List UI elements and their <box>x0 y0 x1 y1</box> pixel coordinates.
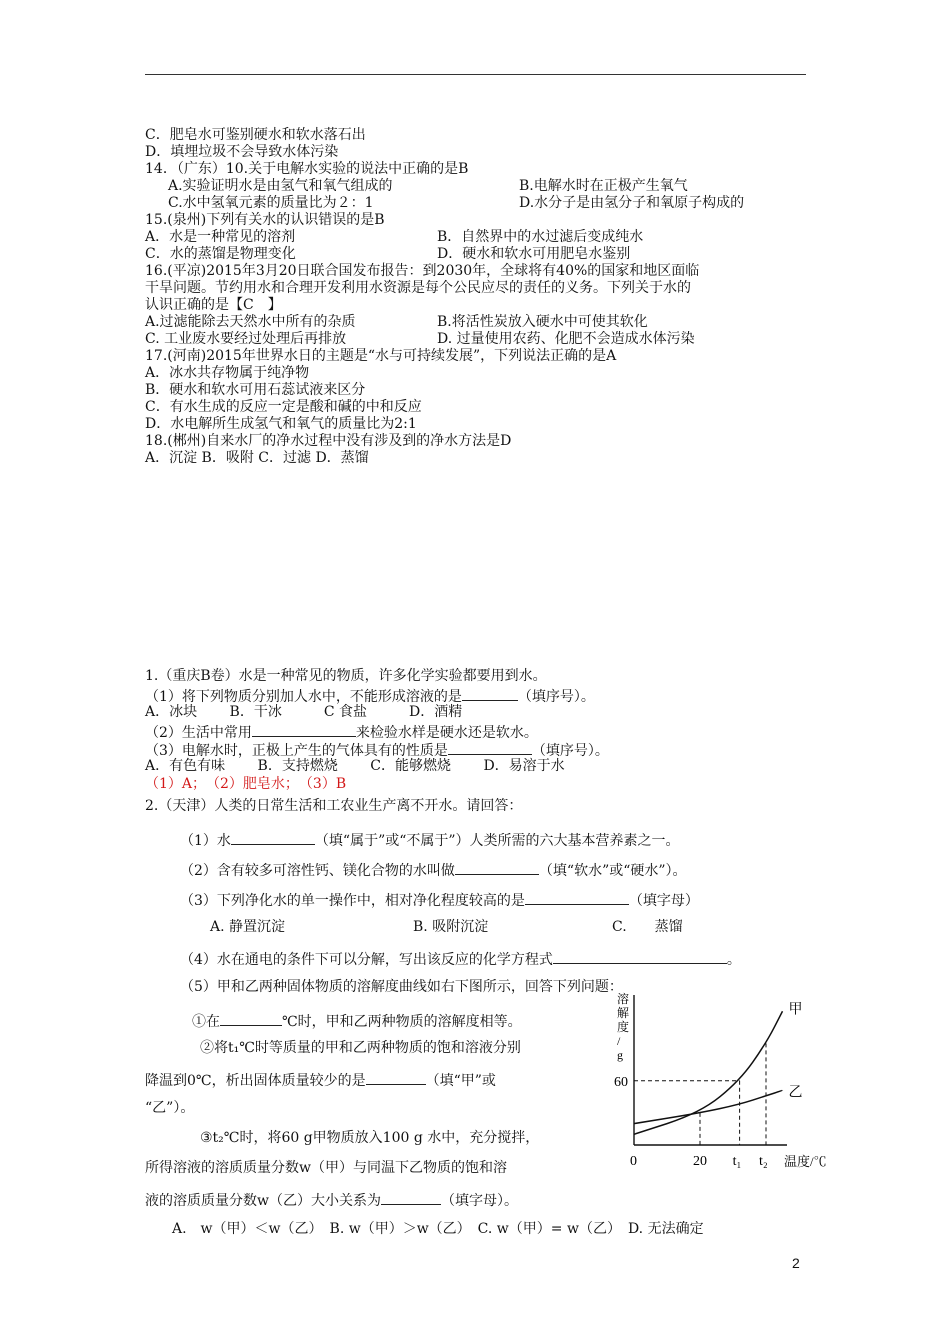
p2q2-sub1 <box>180 830 680 850</box>
p2q1-sub1-post: （填序号）。 <box>517 689 595 705</box>
q14-option-b: B.电解水时在正极产生氧气 <box>519 178 688 194</box>
q18-stem: 18.(郴州)自来水厂的净水过程中没有涉及到的净水方法是D <box>145 433 512 449</box>
page-number: 2 <box>792 1255 800 1271</box>
x-tick-label: t₁ <box>732 1154 742 1169</box>
p2q2-part3-line3 <box>145 1190 518 1210</box>
p2q1-sub2-post: 来检验水样是硬水还是软水。 <box>355 725 538 741</box>
p2q1-sub1-pre: （1）将下列物质分别加人水中，不能形成溶液的是 <box>145 689 462 705</box>
q17-option-c: C．有水生成的反应一定是酸和碱的中和反应 <box>145 399 422 415</box>
q14-option-d: D.水分子是由氢分子和氧原子构成的 <box>519 195 745 211</box>
p2q2-part2-line1: ②将t₁℃时等质量的甲和乙两种物质的饱和溶液分别 <box>200 1040 521 1056</box>
q14-option-c: C.水中氢氧元素的质量比为２：1 <box>168 195 374 211</box>
y-tick-label: 60 <box>614 1074 628 1090</box>
q16-option-a: A.过滤能除去天然水中所有的杂质 <box>145 314 356 330</box>
p2q2-sub3-post: （填字母） <box>628 893 699 909</box>
answer-blank[interactable] <box>381 1190 441 1205</box>
q16-stem-line2: 干旱问题。节约用水和合理开发利用水资源是每个公民应尽的责任的义务。下列关于水的 <box>145 280 691 296</box>
q16-stem-line3: 认识正确的是【C 】 <box>145 297 282 313</box>
q15-option-c: C．水的蒸馏是物理变化 <box>145 246 296 262</box>
p2q2-sub2-pre: （2）含有较多可溶性钙、镁化合物的水叫做 <box>180 863 455 879</box>
p2q1-sub2-pre: （2）生活中常用 <box>145 725 252 741</box>
q17-option-d: D．水电解所生成氢气和氧气的质量比为2:1 <box>145 416 417 432</box>
answer-blank[interactable] <box>462 686 518 701</box>
p2q2-part3-line2: 所得溶液的溶质质量分数w（甲）与同温下乙物质的饱和溶 <box>145 1160 507 1176</box>
series-line-2 <box>634 1090 783 1123</box>
p2q1-sub1 <box>145 686 595 706</box>
p2q2-part3-line3-pre: 液的溶质质量分数w（乙）大小关系为 <box>145 1193 381 1209</box>
p2q2-part2-line2-pre: 降温到0℃，析出固体质量较少的是 <box>145 1073 366 1089</box>
p2q2-sub3-option-a: A. 静置沉淀 <box>210 919 286 935</box>
q15-option-b: B．自然界中的水过滤后变成纯水 <box>437 229 644 245</box>
y-axis-label-char: 解 <box>617 1006 630 1020</box>
q13-option-c: C．肥皂水可鉴别硬水和软水落石出 <box>145 127 366 143</box>
p2q2-sub2-post: （填“软水”或“硬水”）。 <box>538 863 687 879</box>
p2q2-part1 <box>192 1011 522 1031</box>
p2q1-answer: （1）A； （2）肥皂水； （3）B <box>145 776 347 792</box>
solubility-chart <box>612 985 840 1170</box>
p2q2-part2-line2 <box>145 1070 496 1090</box>
series-line-1 <box>634 1011 783 1134</box>
p2q1-sub2 <box>145 722 538 742</box>
q18-options: A．沉淀 B．吸附 C．过滤 D．蒸馏 <box>145 450 369 466</box>
answer-blank[interactable] <box>525 890 629 905</box>
p2q2-sub1-pre: （1）水 <box>180 833 231 849</box>
series-label: 乙 <box>788 1085 803 1101</box>
answer-blank[interactable] <box>553 949 727 964</box>
y-axis-label-char: 度 <box>617 1020 630 1034</box>
p2q2-part2-line2-post: （填“甲”或 <box>425 1073 496 1089</box>
q17-stem: 17.(河南)2015年世界水日的主题是“水与可持续发展”，下列说法正确的是A <box>145 348 617 364</box>
q17-option-b: B．硬水和软水可用石蕊试液来区分 <box>145 382 366 398</box>
p2q2-part3-line1: ③t₂℃时，将60 g甲物质放入100 g 水中，充分搅拌， <box>200 1130 540 1146</box>
p2q2-part1-pre: ①在 <box>192 1014 220 1030</box>
p2q2-sub4-post: 。 <box>726 952 741 968</box>
q15-option-a: A．水是一种常见的溶剂 <box>145 229 296 245</box>
p2q2-stem: 2.（天津）人类的日常生活和工农业生产离不开水。请回答： <box>145 798 523 814</box>
q15-stem: 15.(泉州)下列有关水的认识错误的是B <box>145 212 385 228</box>
p2q2-part3-line3-post: （填字母）。 <box>440 1193 518 1209</box>
p2q1-sub3-post: （填序号）。 <box>531 743 609 759</box>
header-rule <box>145 74 806 75</box>
p2q1-sub1-options: A．冰块 B．干冰 C 食盐 D．酒精 <box>145 704 463 720</box>
p2q2-sub3 <box>180 890 699 910</box>
p2q2-part3-options: A. w（甲）＜w（乙） B. w（甲）＞w（乙） C. w（甲）= w（乙） D. 无法确定 <box>172 1221 704 1237</box>
q16-option-d: D. 过量使用农药、化肥不会造成水体污染 <box>437 331 695 347</box>
series-label: 甲 <box>788 1002 803 1018</box>
answer-blank[interactable] <box>231 830 315 845</box>
p2q2-sub4-pre: （4）水在通电的条件下可以分解，写出该反应的化学方程式 <box>180 952 553 968</box>
p2q2-sub5: （5）甲和乙两种固体物质的溶解度曲线如右下图所示，回答下列问题： <box>180 979 623 995</box>
p2q2-part2-line3: “乙”）。 <box>145 1100 195 1116</box>
p2q2-part1-post: ℃时，甲和乙两种物质的溶解度相等。 <box>282 1014 522 1030</box>
x-axis-label: 温度/℃ <box>784 1154 827 1169</box>
y-axis-label-char: 溶 <box>617 992 630 1006</box>
x-tick-label: 0 <box>630 1154 637 1169</box>
p2q2-sub1-post: （填“属于”或“不属于”）人类所需的六大基本营养素之一。 <box>314 833 680 849</box>
answer-blank[interactable] <box>448 740 532 755</box>
answer-blank[interactable] <box>252 722 356 737</box>
q14-stem: 14．（广东）10.关于电解水实验的说法中正确的是B <box>145 161 469 177</box>
p2q2-sub3-option-b: B. 吸附沉淀 <box>413 919 489 935</box>
x-tick-label: 20 <box>693 1154 707 1169</box>
p2q1-sub3 <box>145 740 609 760</box>
q15-option-d: D．硬水和软水可用肥皂水鉴别 <box>437 246 631 262</box>
y-axis-label-char: / <box>617 1034 621 1048</box>
q16-option-c: C. 工业废水要经过处理后再排放 <box>145 331 347 347</box>
q13-option-d: D．填埋垃圾不会导致水体污染 <box>145 144 339 160</box>
q16-option-b: B.将活性炭放入硬水中可使其软化 <box>437 314 648 330</box>
answer-blank[interactable] <box>220 1011 282 1026</box>
p2q2-sub2 <box>180 860 687 880</box>
p2q2-sub4 <box>180 949 741 969</box>
y-axis-label-char: g <box>617 1048 623 1062</box>
p2q1-sub3-pre: （3）电解水时，正极上产生的气体具有的性质是 <box>145 743 448 759</box>
q16-stem-line1: 16.(平凉)2015年3月20日联合国发布报告：到2030年，全球将有40%的国家和地区面临 <box>145 263 700 279</box>
y-axis-label <box>617 991 629 1062</box>
answer-blank[interactable] <box>366 1070 426 1085</box>
q17-option-a: A．冰水共存物属于纯净物 <box>145 365 310 381</box>
answer-blank[interactable] <box>455 860 539 875</box>
p2q1-stem: 1.（重庆B卷）水是一种常见的物质，许多化学实验都要用到水。 <box>145 668 547 684</box>
p2q2-sub3-pre: （3）下列净化水的单一操作中，相对净化程度较高的是 <box>180 893 525 909</box>
x-tick-label: t₂ <box>759 1154 768 1169</box>
p2q1-sub3-options: A．有色有味 B．支持燃烧 C．能够燃烧 D．易溶于水 <box>145 758 565 774</box>
q14-option-a: A.实验证明水是由氢气和氧气组成的 <box>168 178 393 194</box>
p2q2-sub3-option-c: C. 蒸馏 <box>612 919 683 935</box>
